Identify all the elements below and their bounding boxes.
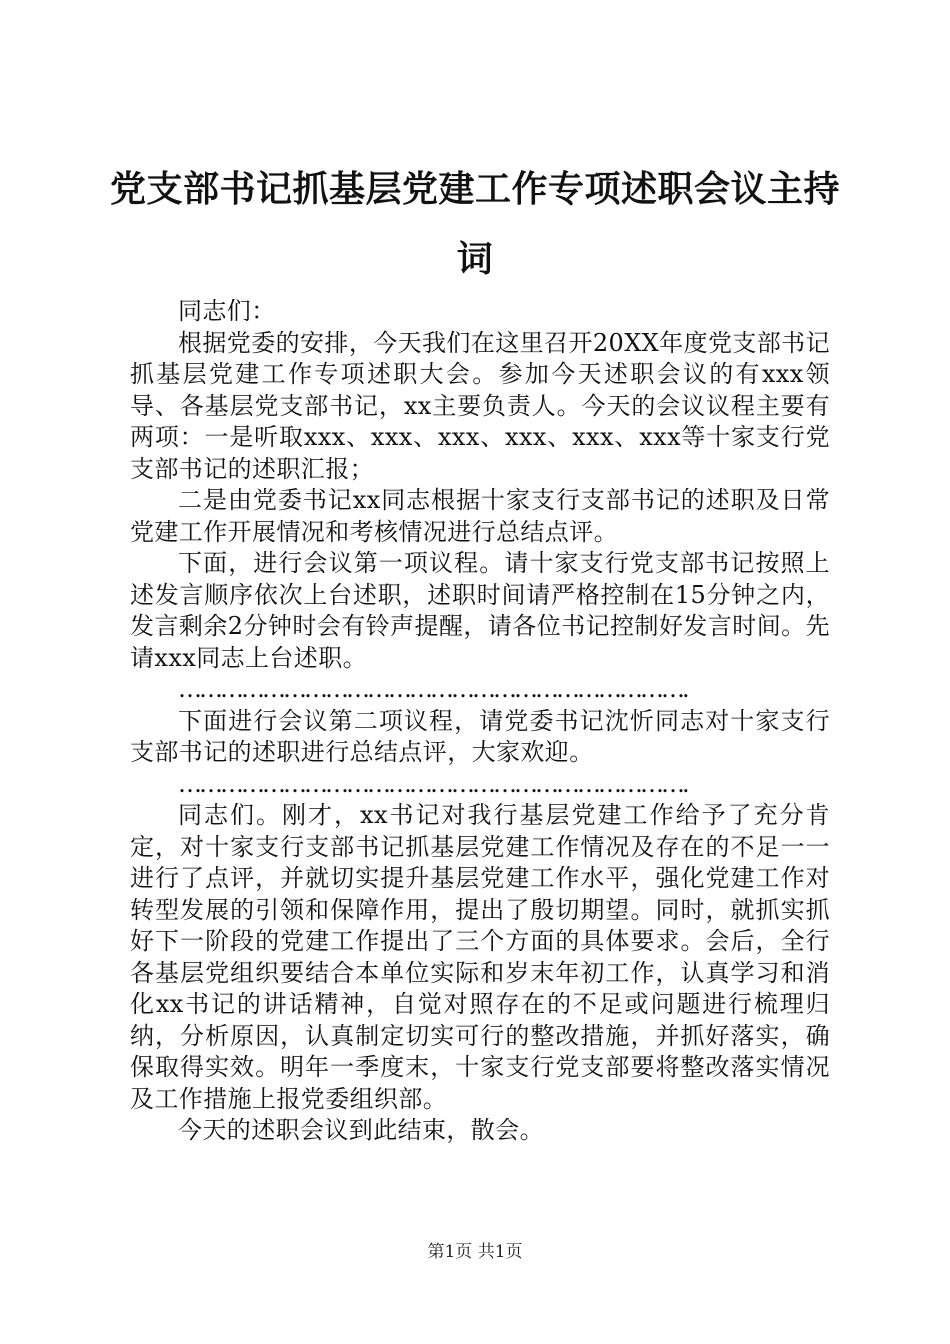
document-title: 党支部书记抓基层党建工作专项述职会议主持词 <box>110 169 841 280</box>
page-number-footer: 第1页 共1页 <box>427 1242 523 1262</box>
first-agenda-paragraph: 下面，进行会议第一项议程。请十家支行党支部书记按照上述发言顺序依次上台述职，述职时间请严格控制在15分钟之内，发言剩余2分钟时会有铃声提醒，请各位书记控制好发言时间。先请xxx同志上台述职。 <box>130 549 830 672</box>
second-agenda-paragraph: 下面进行会议第二项议程，请党委书记沈忻同志对十家支行支部书记的述职进行总结点评，大家欢迎。 <box>130 706 830 766</box>
agenda-intro-paragraph: 根据党委的安排，今天我们在这里召开20XX年度党支部书记抓基层党建工作专项述职大会。参加今天述职会议的有xxx领导、各基层党支部书记，xx主要负责人。今天的会议议程主要有两项：一是听取xxx、xxx、xxx、xxx、xxx、xxx等十家支行党支部书记的述职汇报； <box>130 328 830 483</box>
agenda-item-two-paragraph: 二是由党委书记xx同志根据十家支行支部书记的述职及日常党建工作开展情况和考核情况进行总结点评。 <box>130 486 830 546</box>
ellipsis-separator-1: ………………………………………………………………. <box>178 675 687 703</box>
ellipsis-separator-2: ………………………………………………………………. <box>178 769 687 798</box>
summary-paragraph: 同志们。刚才，xx书记对我行基层党建工作给予了充分肯定，对十家支行支部书记抓基层党建工作情况及存在的不足一一进行了点评，并就切实提升基层党建工作水平，强化党建工作对转型发展的引领和保障作用，提出了殷切期望。同时，就抓实抓好下一阶段的党建工作提出了三个方面的具体要求。会后，全行各基层党组织要结合本单位实际和岁末年初工作，认真学习和消化xx书记的讲话精神，自觉对照存在的不足或问题进行梳理归纳，分析原因，认真制定切实可行的整改措施，并抓好落实，确保取得实效。明年一季度末，十家支行党支部要将整改落实情况及工作措施上报党委组织部。 <box>130 801 830 1113</box>
greeting-paragraph: 同志们： <box>178 297 276 325</box>
closing-paragraph: 今天的述职会议到此结束，散会。 <box>178 1116 544 1144</box>
document-body <box>130 296 830 1147</box>
